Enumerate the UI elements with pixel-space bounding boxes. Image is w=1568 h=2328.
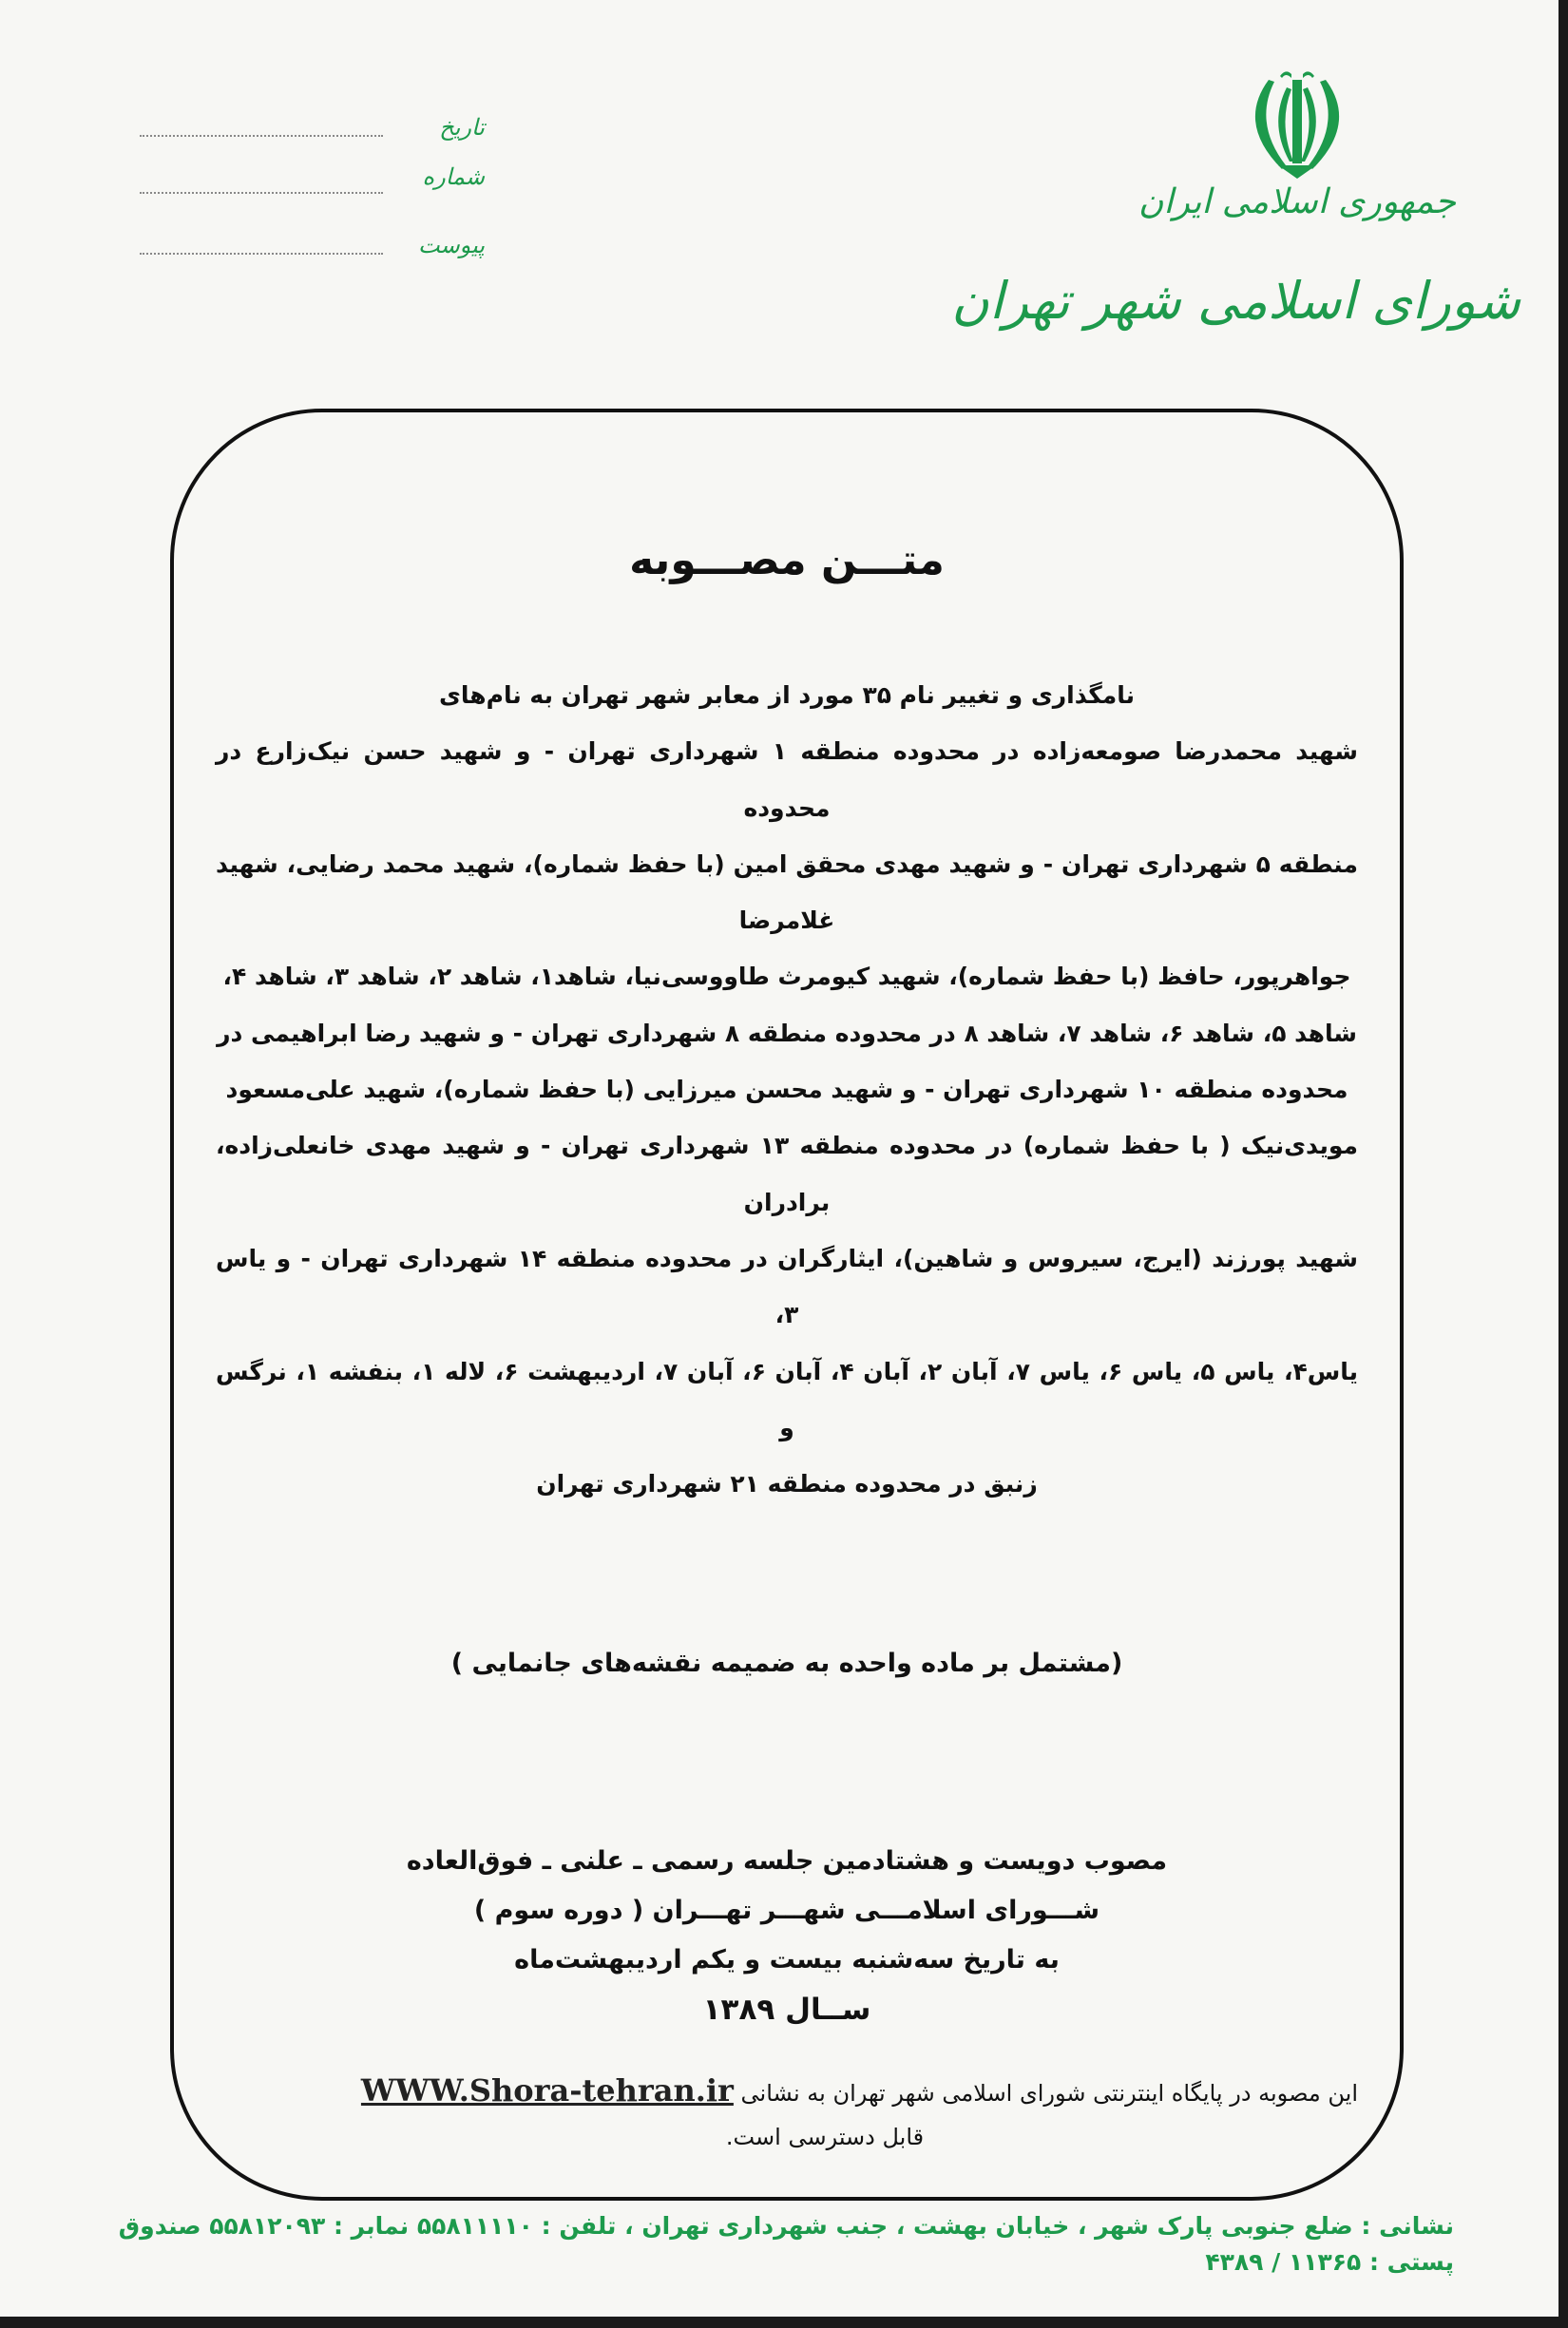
body-line: شهید محمدرضا صومعه‌زاده در محدوده منطقه ۱ شهرداری تهران - و شهید حسن نیک‌زارع در محدوده [216, 737, 1358, 822]
website-link[interactable]: WWW.Shora-tehran.ir [360, 2072, 734, 2109]
date-field [140, 135, 383, 137]
scan-edge-bottom [0, 2317, 1568, 2328]
number-field [140, 192, 383, 194]
council-name: شورای اسلامی شهر تهران [951, 271, 1520, 331]
approval-date: به تاریخ سه‌شنبه بیست و یکم اردیبهشت‌ماه [514, 1945, 1060, 1975]
body-line: منطقه ۵ شهرداری تهران - و شهید مهدی محقق امین (با حفظ شماره)، شهید محمد رضایی، شهید غلامرضا [216, 849, 1358, 935]
body-line: جواهرپور، حافظ (با حفظ شماره)، شهید کیومرث طاووسی‌نیا، شاهد۱، شاهد ۲، شاهد ۳، شاهد ۴، [222, 963, 1351, 991]
body-line: نامگذاری و تغییر نام ۳۵ مورد از معابر شهر تهران به نام‌های [438, 681, 1135, 709]
document-area [118, 409, 1454, 2309]
iran-emblem-icon [1240, 67, 1354, 185]
website-note-end: قابل دسترسی است. [725, 2124, 925, 2151]
website-text: این مصوبه در پایگاه اینترنتی شورای اسلامی شهر تهران به نشانی [740, 2080, 1358, 2108]
scan-edge-right [1558, 0, 1568, 2328]
number-label: شماره [422, 163, 485, 190]
resolution-body [216, 667, 1358, 1512]
approval-session: مصوب دویست و هشتادمین جلسه رسمی ـ علنی ـ فوق‌العاده [406, 1846, 1168, 1877]
body-line: محدوده منطقه ۱۰ شهرداری تهران - و شهید محسن میرزایی (با حفظ شماره)، شهید علی‌مسعود [225, 1076, 1348, 1104]
content-frame [170, 409, 1404, 2201]
website-note [216, 2069, 1358, 2115]
document-title: متـــن مصـــوبه [629, 536, 945, 584]
body-line: یاس۴، یاس ۵، یاس ۶، یاس ۷، آبان ۲، آبان ۴، آبان ۶، آبان ۷، اردیبهشت ۶، لاله ۱، بنفشه ۱، نرگس و [216, 1357, 1358, 1441]
republic-name: جمهوری اسلامی ایران [1138, 182, 1456, 221]
footer-address: نشانی : ضلع جنوبی پارک شهر ، خیابان بهشت ، جنب شهرداری تهران ، تلفن : ۵۵۸۱۱۱۱۰ نمابر : ۵۵۸۱۲۰۹۳ صندوق پستی : ۱۱۳۶۵ / ۴۳۸۹ [118, 2212, 1454, 2277]
approval-year: ســال ۱۳۸۹ [702, 1993, 871, 2028]
attachment-label: پیوست [418, 232, 485, 258]
approval-council: شـــورای اسلامـــی شهـــر تهـــران ( دوره سوم ) [473, 1896, 1100, 1926]
body-line: شهید پورزند (ایرج، سیروس و شاهین)، ایثارگران در محدوده منطقه ۱۴ شهرداری تهران - و یاس ۳، [216, 1244, 1358, 1329]
attachment-field [140, 253, 383, 255]
approval-block [216, 1837, 1358, 2034]
date-label: تاریخ [439, 114, 485, 141]
body-line: زنبق در محدوده منطقه ۲۱ شهرداری تهران [536, 1470, 1038, 1498]
body-line: مویدی‌نیک ( با حفظ شماره) در محدوده منطقه ۱۳ شهرداری تهران - و شهید مهدی خانعلی‌زاده، برادران [216, 1132, 1359, 1216]
annex-note: (مشتمل بر ماده واحده به ضمیمه نقشه‌های جانمایی ) [450, 1649, 1123, 1679]
body-line: شاهد ۵، شاهد ۶، شاهد ۷، شاهد ۸ در محدوده منطقه ۸ شهرداری تهران - و شهید رضا ابراهیمی در [217, 1019, 1357, 1047]
